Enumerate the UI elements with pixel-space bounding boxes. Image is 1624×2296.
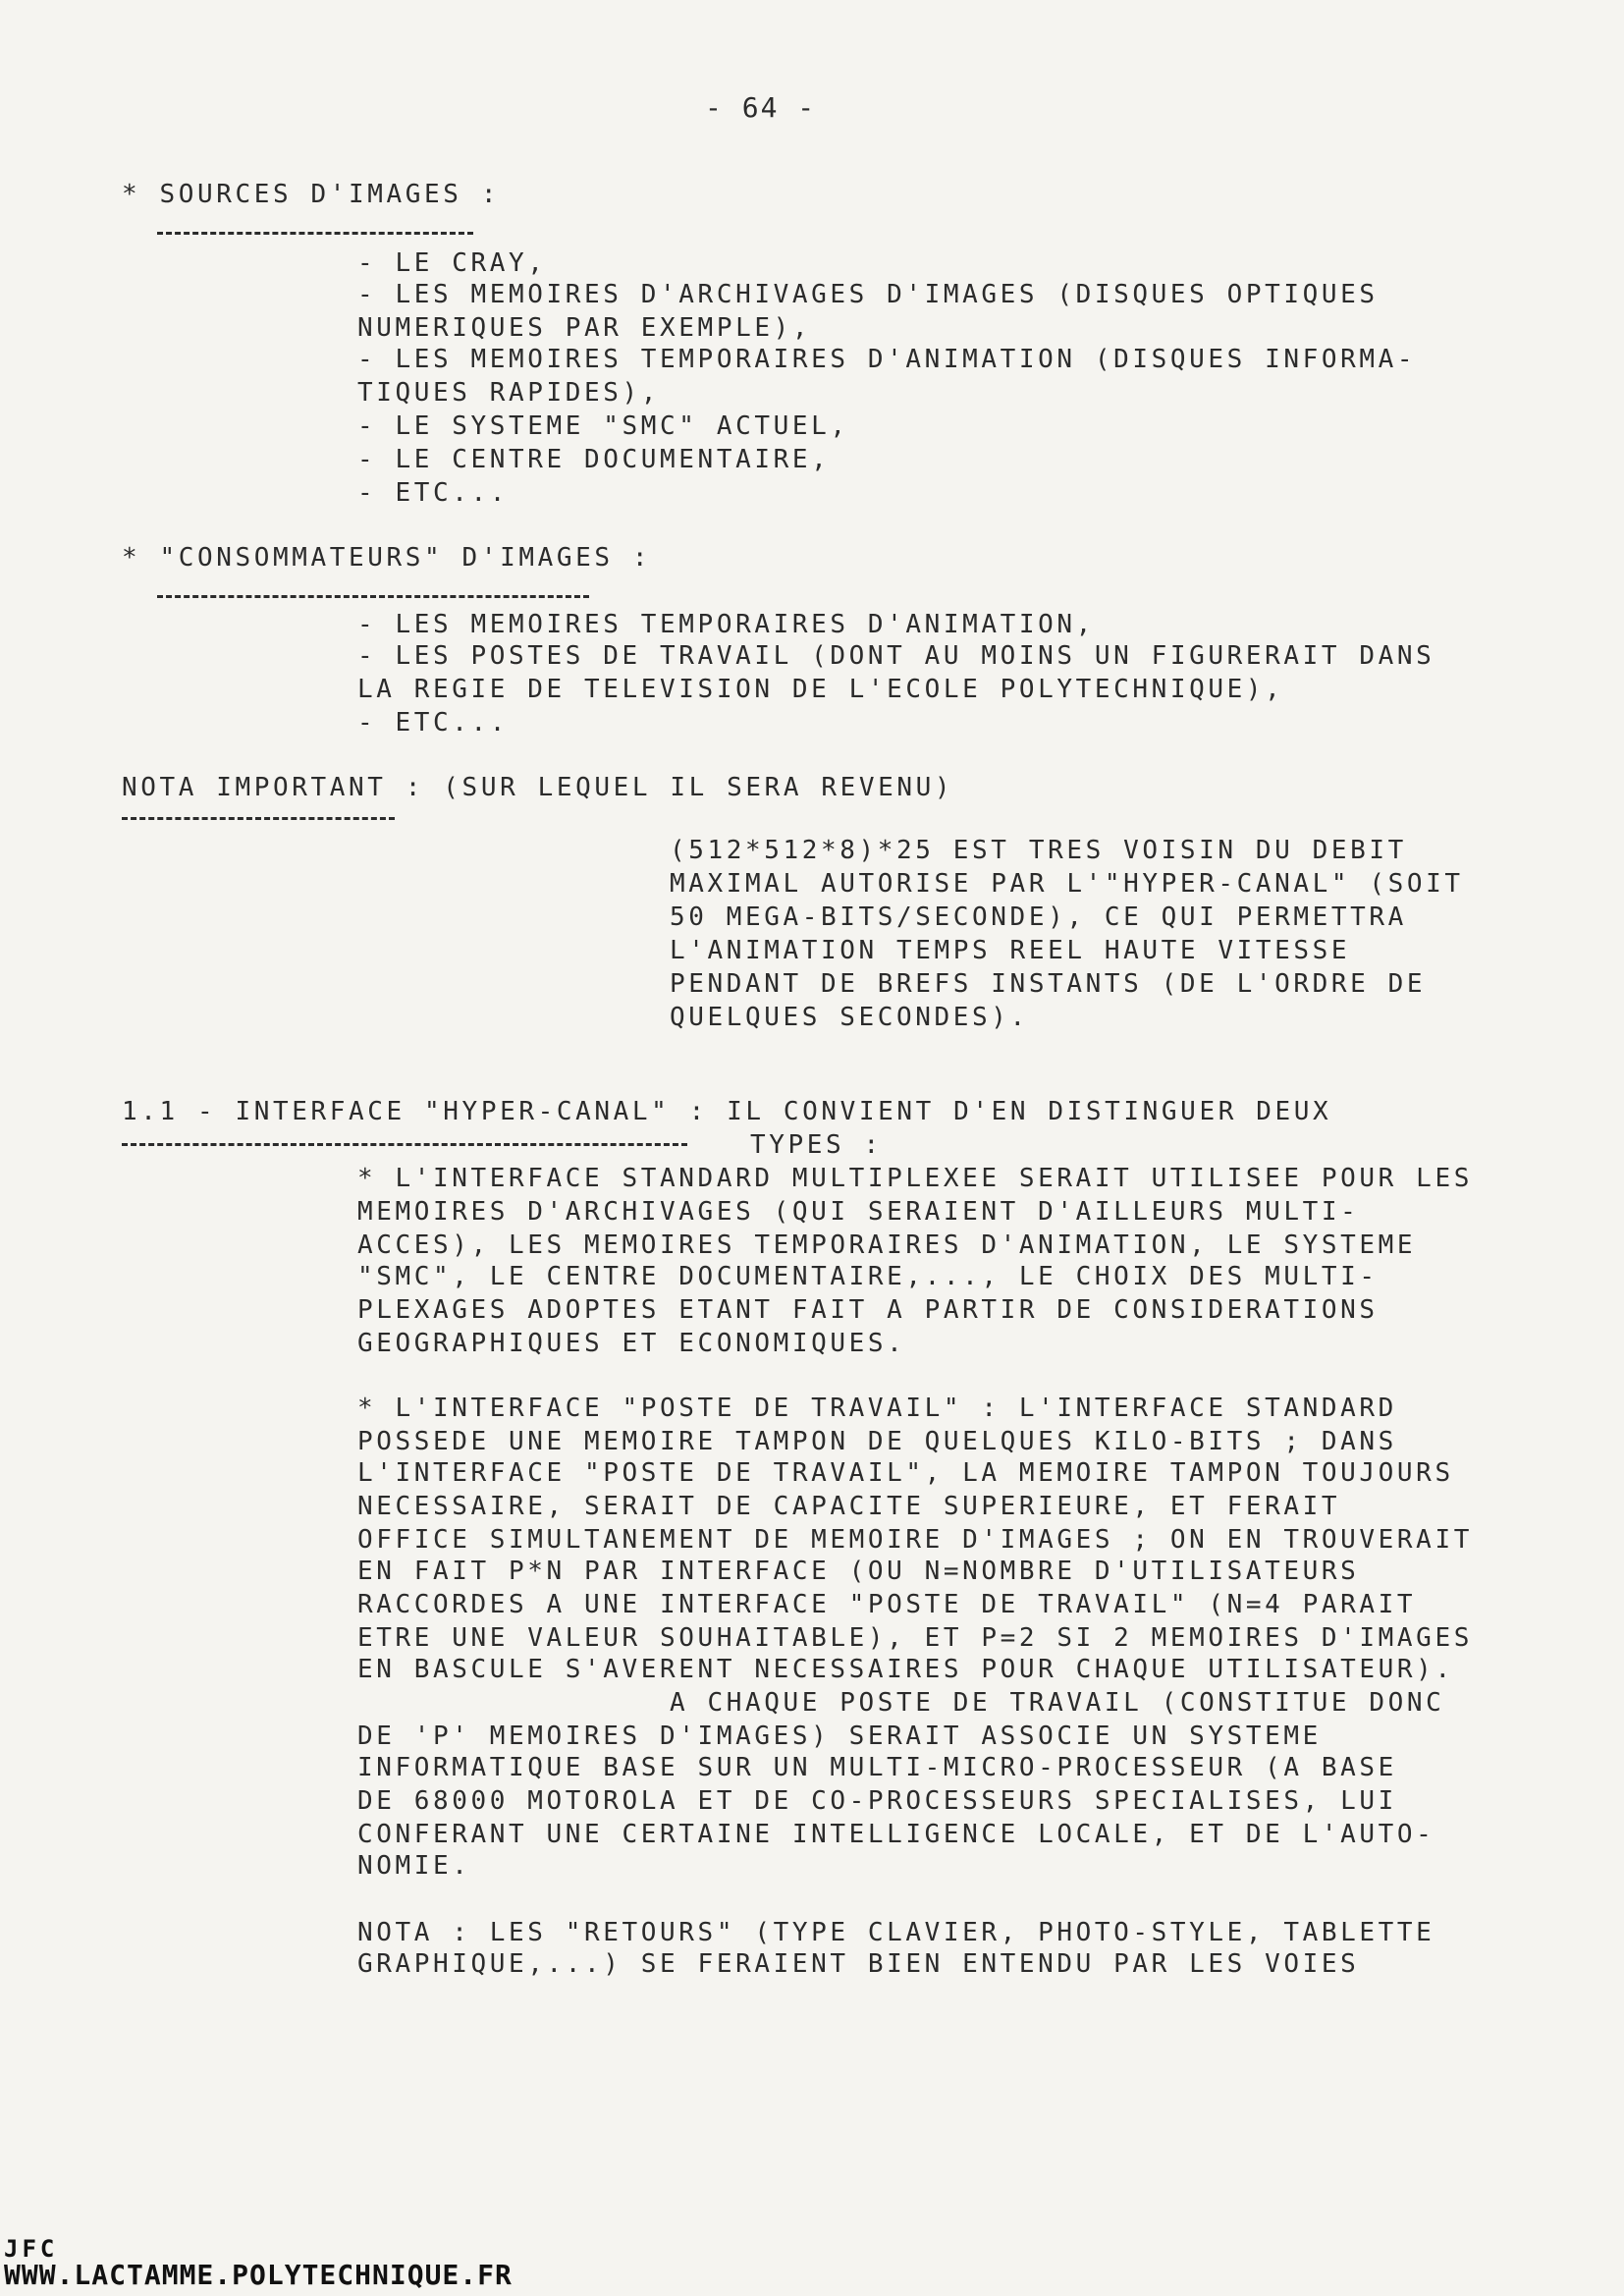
interface-para2-line: CONFERANT UNE CERTAINE INTELLIGENCE LOCALE, ET DE L'AUTO-	[357, 1820, 1435, 1849]
interface-para1-line: MEMOIRES D'ARCHIVAGES (QUI SERAIENT D'AILLEURS MULTI-	[357, 1197, 1360, 1227]
interface-para1-line: PLEXAGES ADOPTES ETANT FAIT A PARTIR DE CONSIDERATIONS	[357, 1295, 1379, 1325]
interface-nota-line: GRAPHIQUE,...) SE FERAIENT BIEN ENTENDU PAR LES VOIES	[357, 1949, 1360, 1979]
interface-para2-line: * L'INTERFACE "POSTE DE TRAVAIL" : L'INTERFACE STANDARD	[357, 1394, 1397, 1423]
consumers-line: - LES MEMOIRES TEMPORAIRES D'ANIMATION,	[357, 610, 1095, 639]
sources-line: NUMERIQUES PAR EXEMPLE),	[357, 313, 812, 343]
interface-para2-line: EN BASCULE S'AVERENT NECESSAIRES POUR CHAQUE UTILISATEUR).	[357, 1655, 1454, 1684]
interface-para1-line: GEOGRAPHIQUES ET ECONOMIQUES.	[357, 1329, 906, 1358]
consumers-line: LA REGIE DE TELEVISION DE L'ECOLE POLYTECHNIQUE),	[357, 675, 1284, 704]
sources-line: - LES MEMOIRES TEMPORAIRES D'ANIMATION (DISQUES INFORMA-	[357, 345, 1417, 374]
nota-important-heading: NOTA IMPORTANT : (SUR LEQUEL IL SERA REVENU)	[122, 773, 954, 802]
nota-important-line: (512*512*8)*25 EST TRES VOISIN DU DEBIT	[670, 836, 1407, 865]
interface-para2-line: ETRE UNE VALEUR SOUHAITABLE), ET P=2 SI 2 MEMOIRES D'IMAGES	[357, 1623, 1473, 1653]
interface-para2-line: NECESSAIRE, SERAIT DE CAPACITE SUPERIEURE, ET FERAIT	[357, 1492, 1341, 1521]
consumers-heading: * "CONSOMMATEURS" D'IMAGES :	[122, 543, 652, 573]
nota-important-line: 50 MEGA-BITS/SECONDE), CE QUI PERMETTRA	[670, 902, 1407, 932]
interface-heading-continued: TYPES :	[750, 1130, 883, 1160]
sources-line: - LE CENTRE DOCUMENTAIRE,	[357, 445, 831, 474]
interface-para2-line: NOMIE.	[357, 1851, 471, 1881]
interface-para1-line: * L'INTERFACE STANDARD MULTIPLEXEE SERAIT UTILISEE POUR LES	[357, 1164, 1473, 1193]
interface-para2-line: L'INTERFACE "POSTE DE TRAVAIL", LA MEMOIRE TAMPON TOUJOURS	[357, 1458, 1454, 1488]
interface-nota-line: NOTA : LES "RETOURS" (TYPE CLAVIER, PHOTO-STYLE, TABLETTE	[357, 1918, 1435, 1947]
footer-logo: JFC	[4, 2235, 59, 2263]
sources-line: - ETC...	[357, 478, 510, 508]
sources-heading-underline	[157, 232, 473, 235]
interface-para2-line: DE 'P' MEMOIRES D'IMAGES) SERAIT ASSOCIE UN SYSTEME	[357, 1722, 1322, 1751]
sources-heading: * SOURCES D'IMAGES :	[122, 180, 501, 209]
interface-para2-line: EN FAIT P*N PAR INTERFACE (OU N=NOMBRE D'UTILISATEURS	[357, 1557, 1360, 1586]
interface-para2-line: A CHAQUE POSTE DE TRAVAIL (CONSTITUE DONC	[670, 1688, 1445, 1718]
interface-heading-underline	[122, 1143, 687, 1146]
interface-para2-line: DE 68000 MOTOROLA ET DE CO-PROCESSEURS SPECIALISES, LUI	[357, 1786, 1397, 1816]
nota-important-line: MAXIMAL AUTORISE PAR L'"HYPER-CANAL" (SOIT	[670, 869, 1464, 899]
sources-line: - LE SYSTEME "SMC" ACTUEL,	[357, 411, 849, 441]
sources-line: TIQUES RAPIDES),	[357, 378, 661, 408]
interface-para2-line: OFFICE SIMULTANEMENT DE MEMOIRE D'IMAGES ; ON EN TROUVERAIT	[357, 1525, 1473, 1555]
interface-heading: 1.1 - INTERFACE "HYPER-CANAL" : IL CONVIENT D'EN DISTINGUER DEUX	[122, 1097, 1332, 1126]
sources-line: - LES MEMOIRES D'ARCHIVAGES D'IMAGES (DISQUES OPTIQUES	[357, 280, 1379, 309]
interface-para1-line: ACCES), LES MEMOIRES TEMPORAIRES D'ANIMATION, LE SYSTEME	[357, 1230, 1417, 1260]
interface-para2-line: RACCORDES A UNE INTERFACE "POSTE DE TRAVAIL" (N=4 PARAIT	[357, 1590, 1417, 1619]
consumers-line: - ETC...	[357, 708, 510, 738]
interface-para2-line: POSSEDE UNE MEMOIRE TAMPON DE QUELQUES KILO-BITS ; DANS	[357, 1427, 1397, 1456]
nota-important-line: QUELQUES SECONDES).	[670, 1003, 1029, 1032]
footer-watermark	[4, 2237, 513, 2290]
page-number: - 64 -	[705, 91, 817, 124]
consumers-heading-underline	[157, 595, 589, 598]
nota-important-line: L'ANIMATION TEMPS REEL HAUTE VITESSE	[670, 936, 1351, 965]
consumers-line: - LES POSTES DE TRAVAIL (DONT AU MOINS UN FIGURERAIT DANS	[357, 641, 1435, 671]
nota-important-line: PENDANT DE BREFS INSTANTS (DE L'ORDRE DE	[670, 969, 1427, 999]
nota-important-underline	[122, 817, 395, 820]
interface-para2-line: INFORMATIQUE BASE SUR UN MULTI-MICRO-PROCESSEUR (A BASE	[357, 1753, 1397, 1782]
sources-line: - LE CRAY,	[357, 248, 547, 278]
footer-url[interactable]: WWW.LACTAMME.POLYTECHNIQUE.FR	[4, 2259, 513, 2291]
interface-para1-line: "SMC", LE CENTRE DOCUMENTAIRE,..., LE CHOIX DES MULTI-	[357, 1262, 1379, 1291]
